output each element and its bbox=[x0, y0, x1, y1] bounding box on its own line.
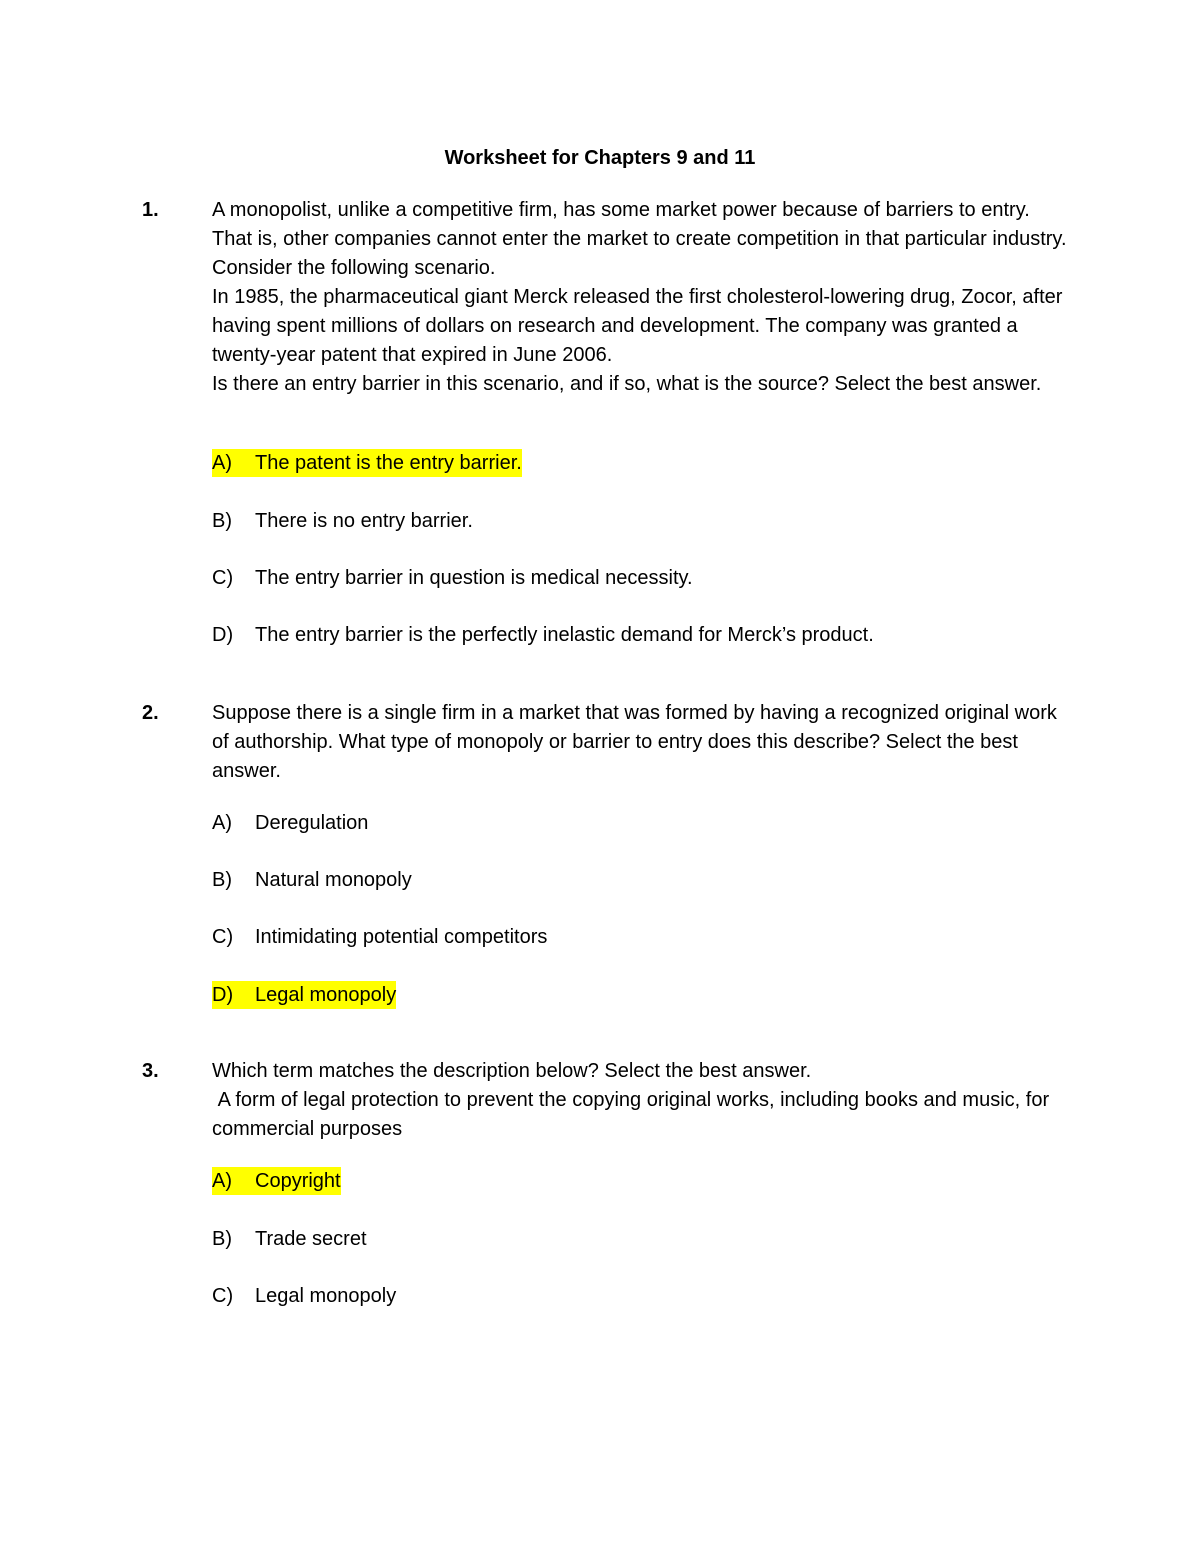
answer-option-a bbox=[212, 1167, 341, 1195]
option-text: Trade secret bbox=[255, 1228, 367, 1250]
option-letter: C) bbox=[212, 567, 234, 589]
question-text bbox=[212, 196, 1072, 399]
question-paragraph: In 1985, the pharmaceutical giant Merck released the first cholesterol-lowering drug, Zocor, after having spent millions of dollars on research and development. The company was granted a twenty-year patent that expired in June 2006. bbox=[212, 286, 1063, 366]
option-text: Legal monopoly bbox=[255, 1285, 397, 1307]
answer-option-c bbox=[212, 923, 547, 951]
page-title: Worksheet for Chapters 9 and 11 bbox=[444, 147, 756, 169]
question-paragraph: A monopolist, unlike a competitive firm, has some market power because of barriers to entry. That is, other companies cannot enter the market to create competition in that particular industry. Consider the following scenario. bbox=[212, 199, 1067, 279]
option-letter: C) bbox=[212, 926, 234, 948]
question-paragraph: Is there an entry barrier in this scenario, and if so, what is the source? Select the best answer. bbox=[212, 373, 1042, 395]
option-text: The patent is the entry barrier. bbox=[255, 452, 522, 474]
option-letter: A) bbox=[212, 1170, 232, 1192]
question-text bbox=[212, 1057, 1072, 1144]
answer-option-c bbox=[212, 564, 693, 592]
question-number: 1. bbox=[142, 199, 159, 221]
option-text: The entry barrier in question is medical necessity. bbox=[255, 567, 693, 589]
question-paragraph: Suppose there is a single firm in a market that was formed by having a recognized original work of authorship. What type of monopoly or barrier to entry does this describe? Select the best answer. bbox=[212, 702, 1057, 782]
option-letter: B) bbox=[212, 1228, 232, 1250]
option-text: Natural monopoly bbox=[255, 869, 412, 891]
option-text: Intimidating potential competitors bbox=[255, 926, 548, 948]
option-text: Copyright bbox=[255, 1170, 341, 1192]
question-number: 3. bbox=[142, 1060, 159, 1082]
question-number: 2. bbox=[142, 702, 159, 724]
answer-option-b bbox=[212, 866, 412, 894]
answer-option-b bbox=[212, 1225, 367, 1253]
option-text: Legal monopoly bbox=[255, 984, 397, 1006]
option-text: Deregulation bbox=[255, 812, 369, 834]
answer-option-a bbox=[212, 809, 368, 837]
option-text: There is no entry barrier. bbox=[255, 510, 473, 532]
answer-option-c bbox=[212, 1282, 396, 1310]
answer-option-d bbox=[212, 621, 874, 649]
option-letter: D) bbox=[212, 984, 234, 1006]
question-paragraph: Which term matches the description below? Select the best answer. bbox=[212, 1060, 812, 1082]
option-letter: B) bbox=[212, 510, 232, 532]
option-letter: C) bbox=[212, 1285, 234, 1307]
option-letter: A) bbox=[212, 812, 232, 834]
option-letter: D) bbox=[212, 624, 234, 646]
option-letter: B) bbox=[212, 869, 232, 891]
option-text: The entry barrier is the perfectly inelastic demand for Merck’s product. bbox=[255, 624, 874, 646]
option-letter: A) bbox=[212, 452, 232, 474]
answer-option-d bbox=[212, 981, 396, 1009]
question-paragraph: A form of legal protection to prevent the copying original works, including books and music, for commercial purposes bbox=[212, 1089, 1055, 1140]
answer-option-a bbox=[212, 449, 522, 477]
question-text bbox=[212, 699, 1072, 786]
answer-option-b bbox=[212, 507, 473, 535]
